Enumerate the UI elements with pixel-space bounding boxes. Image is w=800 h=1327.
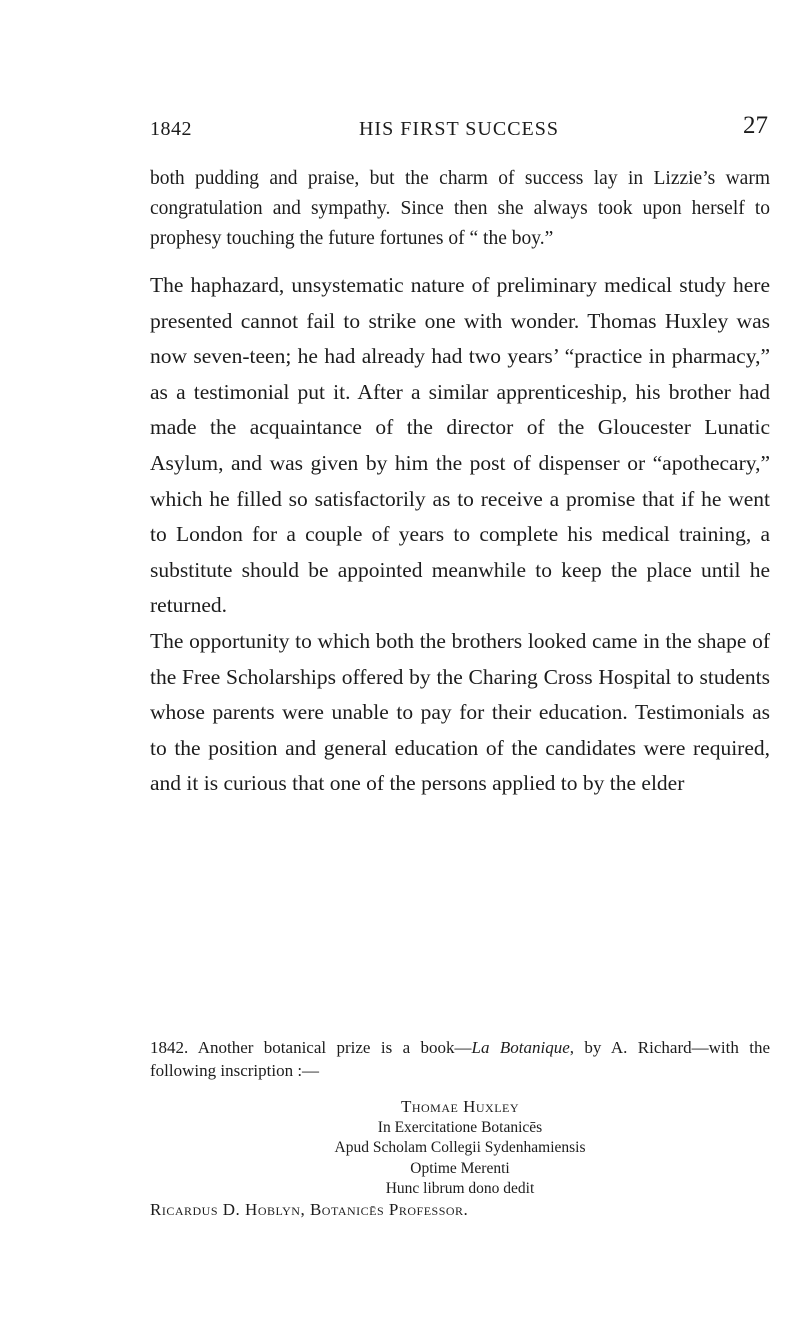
footnote-text [150, 1036, 770, 1082]
inscription-line-gift: Hunc librum dono dedit [385, 1180, 535, 1197]
inscription-line-merit: Optime Merenti [410, 1159, 510, 1177]
running-head-title: HIS FIRST SUCCESS [358, 118, 560, 140]
running-head-year: 1842 [150, 118, 192, 140]
inscription [150, 1097, 770, 1220]
footnote-book-title: La Botanique [471, 1038, 570, 1057]
inscription-line-recipient: Thomae Huxley [400, 1097, 520, 1116]
running-head [150, 112, 768, 146]
footnote-outro: , by A. Richard—with the following inscription :— [150, 1038, 770, 1080]
paragraph-preliminary-study: The haphazard, unsystematic nature of preliminary medical study here presented cannot fail to strike one with wonder. Thomas Huxley was now seven-teen; he had already had two years’ “practice in pharmacy,” as a testimonial put it. After a similar apprenticeship, his brother had made the acquaintance of the director of the Gloucester Lunatic Asylum, and was given by him the post of dispenser or “apothecary,” which he filled so satisfactorily as to receive a promise that if he went to London for a couple of years to complete his medical training, a substitute should be appointed meanwhile to keep the place until he returned. [150, 273, 770, 618]
page-number: 27 [743, 112, 768, 139]
body-text [150, 164, 770, 802]
paragraph-free-scholarships: The opportunity to which both the brothers looked came in the shape of the Free Scholarships offered by the Charing Cross Hospital to students whose parents were unable to pay for their education. Testimonials as to the position and general education of the candidates were required, and it is curious that one of the persons applied to by the elder [150, 628, 770, 796]
inscription-line-exercise: In Exercitatione Botanicēs [377, 1118, 543, 1136]
footnote [150, 1036, 770, 1082]
inscription-line-school: Apud Scholam Collegii Sydenhamiensis [334, 1139, 586, 1156]
footnote-intro: 1842. Another botanical prize is a book— [150, 1038, 472, 1057]
paragraph-continued: both pudding and praise, but the charm of success lay in Lizzie’s warm congratulation and sympathy. Since then she always took upon herself to prophesy touching the future fortunes of “ the boy.” [150, 168, 770, 249]
inscription-line-signature: Ricardus D. Hoblyn, Botanicēs Professor. [150, 1199, 469, 1219]
